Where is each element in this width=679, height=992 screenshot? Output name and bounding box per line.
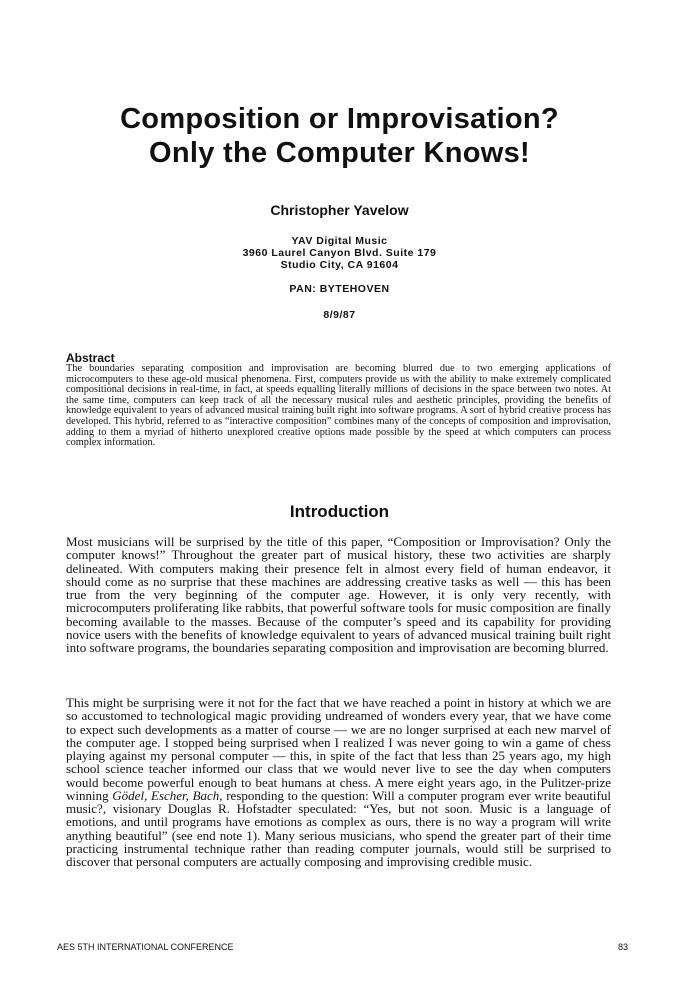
title-line-1: Composition or Improvisation? [120,103,559,135]
abstract-heading: Abstract [66,351,115,365]
abstract-text: The boundaries separating composition and improvisation are becoming blurred due to two emerging applications of microcomputers to these age-old musical phenomena. First, computers provide us with the ability to make extremely complicated compositional decisions in real-time, in fact, at speeds equalling literally millions of decisions in the space between two notes. At the same time, computers can keep track of all the necessary musical rules and aesthetic principles, providing the benefits of knowledge equivalent to years of advanced musical training built right into software programs. A sort of hybrid creative process has developed. This hybrid, referred to as “interactive composition” combines many of the concepts of composition and improvisation, adding to them a myriad of hitherto unexplored creative options made possible by the speed at which computers can process complex information. [66,363,611,449]
affiliation-org: YAV Digital Music [291,235,388,247]
pan-id: PAN: BYTEHOVEN [289,283,390,295]
introduction-paragraph-1: Most musicians will be surprised by the title of this paper, “Composition or Improvisation? Only the computer knows!” Throughout the greater part of musical history, these two activities are sharply delineated. With computers making their presence felt in almost every field of human endeavor, it should come as no surprise that these machines are addressing creative tasks as well — this has been true from the very beginning of the computer age. However, it is only very recently, with microcomputers proliferating like rabbits, that powerful software tools for music composition are finally becoming available to the masses. Because of the computer’s speed and its capability for providing novice users with the benefits of knowledge equivalent to years of advanced musical training built right into software programs, the boundaries separating composition and improvisation are becoming blurred. [66,534,611,655]
title-line-2: Only the Computer Knows! [149,137,530,169]
footer-page-number: 83 [617,942,628,952]
book-title: Gödel, Escher, Bach [112,787,220,803]
paper-date: 8/9/87 [323,309,356,321]
footer-conference: AES 5TH INTERNATIONAL CONFERENCE [57,942,234,952]
introduction-heading: Introduction [289,502,390,521]
paragraph-2-text-a: This might be surprising were it not for the fact that we have reached a point in history at which we are so accustomed to technological magic providing undreamed of wonders every year, that we have come to expect such developments as a matter of course — we are no longer surprised at each new marvel of the computer age. I stopped being surprised when I realized I was never going to win a game of chess playing against my personal computer — this, in spite of the fact that less than 25 years ago, my high school science teacher informed our class that we would never live to see the day when computers would become powerful enough to beat humans at chess. A mere eight years ago, in the Pulitzer-prize winning [66,695,611,803]
author-name: Christopher Yavelow [270,202,409,218]
paragraph-2-text-b: , responding to the question: Will a computer program ever write beautiful music?, visionary Douglas R. Hofstadter speculated: “Yes, but not soon. Music is a language of emotions, and until programs have emotions as complex as ours, there is no way a program will write anything beautiful” (see end note 1). Many serious musicians, who spend the greater part of their time practicing instrumental technique rather than reading computer journals, would still be surprised to discover that personal computers are actually composing and improvising credible music. [66,787,611,869]
affiliation-street: 3960 Laurel Canyon Blvd. Suite 179 [242,247,437,259]
affiliation-city: Studio City, CA 91604 [280,259,399,271]
introduction-paragraph-2 [66,696,611,868]
